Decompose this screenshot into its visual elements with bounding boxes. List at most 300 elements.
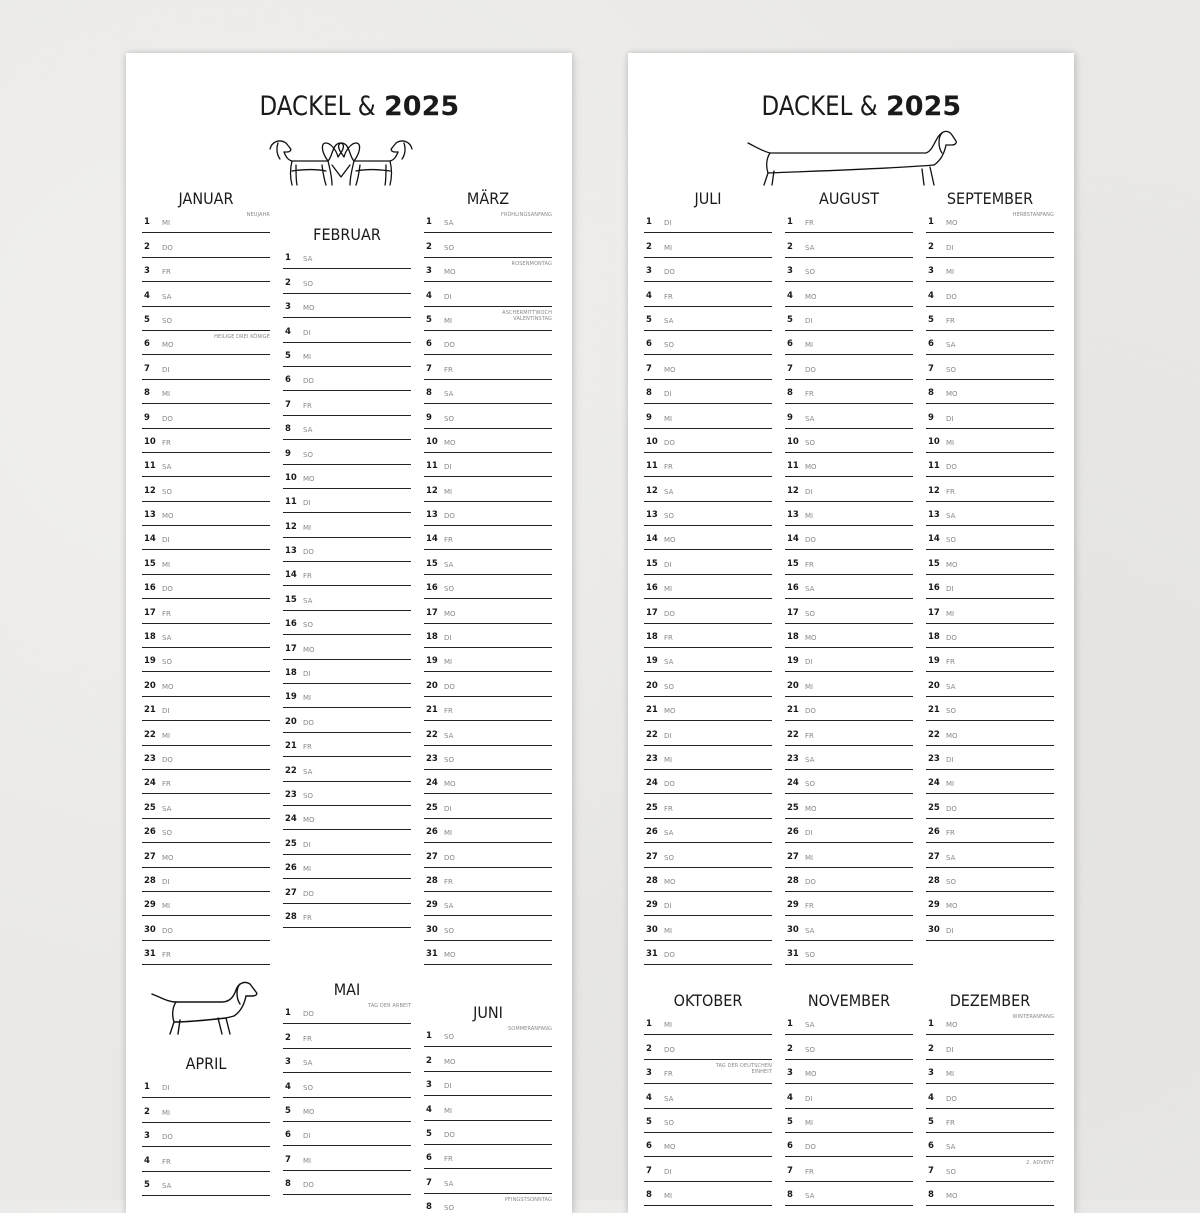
day-number: 2 <box>426 241 432 252</box>
month-mai <box>283 980 411 1195</box>
day-row <box>424 770 552 794</box>
day-row <box>785 697 913 721</box>
weekday: MI <box>162 390 171 399</box>
day-number: 8 <box>285 424 291 435</box>
day-row <box>424 429 552 453</box>
day-row <box>142 892 270 916</box>
day-row <box>926 355 1054 379</box>
month-name: APRIL <box>185 1054 227 1073</box>
weekday: MI <box>162 560 171 569</box>
day-number: 7 <box>787 1165 793 1176</box>
day-number: 22 <box>144 729 156 740</box>
weekday: FR <box>664 634 673 643</box>
two-dachshunds-heart-icon <box>266 135 416 197</box>
day-row <box>785 819 913 843</box>
weekday: DO <box>805 1143 816 1152</box>
day-row <box>424 380 552 404</box>
weekday: SA <box>664 316 674 325</box>
weekday: FR <box>303 913 312 922</box>
day-number: 2 <box>646 1043 652 1054</box>
day-row <box>785 380 913 404</box>
month-august <box>785 189 913 965</box>
weekday: SO <box>946 365 956 374</box>
weekday: MO <box>946 1192 958 1201</box>
day-number: 1 <box>144 1082 150 1093</box>
day-number: 8 <box>928 1190 934 1201</box>
day-row <box>785 502 913 526</box>
weekday: SO <box>303 450 313 459</box>
day-number: 26 <box>646 827 658 838</box>
day-row <box>644 1157 772 1181</box>
month-oktober <box>644 991 772 1206</box>
weekday: SO <box>162 316 172 325</box>
day-row <box>142 502 270 526</box>
day-number: 5 <box>285 350 291 361</box>
day-number: 10 <box>928 436 940 447</box>
day-number: 2 <box>646 241 652 252</box>
day-number: 10 <box>285 472 297 483</box>
day-number: 17 <box>285 643 297 654</box>
weekday: DI <box>444 634 452 643</box>
day-number: 28 <box>285 911 297 922</box>
day-row <box>424 599 552 623</box>
day-number: 6 <box>787 1141 793 1152</box>
day-number: 3 <box>646 1068 652 1079</box>
weekday: DI <box>664 390 672 399</box>
day-number: 16 <box>928 583 940 594</box>
day-row <box>142 258 270 282</box>
day-row <box>785 575 913 599</box>
weekday: DO <box>303 548 314 557</box>
day-number: 5 <box>144 1179 150 1190</box>
day-row <box>142 672 270 696</box>
day-row <box>424 453 552 477</box>
day-row <box>424 746 552 770</box>
day-row <box>283 733 411 757</box>
weekday: DI <box>444 463 452 472</box>
day-number: 18 <box>426 632 438 643</box>
weekday: FR <box>162 609 171 618</box>
day-row <box>424 1023 552 1047</box>
day-number: 18 <box>928 632 940 643</box>
weekday: DO <box>162 414 173 423</box>
weekday: FR <box>444 1155 453 1164</box>
day-number: 7 <box>144 363 150 374</box>
day-number: 11 <box>285 497 297 508</box>
weekday: MO <box>805 463 817 472</box>
day-number: 28 <box>426 875 438 886</box>
weekday: FR <box>946 1118 955 1127</box>
day-number: 24 <box>285 814 297 825</box>
weekday: DI <box>444 1082 452 1091</box>
weekday: DI <box>162 707 170 716</box>
weekday: MI <box>664 926 673 935</box>
day-row <box>424 868 552 892</box>
day-row <box>926 575 1054 599</box>
weekday: SA <box>664 1094 674 1103</box>
weekday: SO <box>946 877 956 886</box>
day-row <box>644 1060 772 1084</box>
weekday: SA <box>162 634 172 643</box>
day-row <box>424 1072 552 1096</box>
day-number: 13 <box>646 510 658 521</box>
day-row <box>785 941 913 965</box>
weekday: MO <box>946 219 958 228</box>
day-number: 13 <box>426 510 438 521</box>
day-row <box>283 855 411 879</box>
day-row <box>785 404 913 428</box>
day-number: 6 <box>928 1141 934 1152</box>
day-number: 28 <box>646 875 658 886</box>
day-number: 3 <box>426 1080 432 1091</box>
day-row <box>283 708 411 732</box>
day-number: 16 <box>426 583 438 594</box>
weekday: MI <box>303 865 312 874</box>
day-row <box>644 770 772 794</box>
weekday: MI <box>946 1070 955 1079</box>
day-row <box>283 782 411 806</box>
day-number: 27 <box>928 851 940 862</box>
day-row <box>644 721 772 745</box>
sheet-title <box>628 91 1074 122</box>
day-number: 19 <box>426 656 438 667</box>
weekday: SA <box>805 585 815 594</box>
weekday: MI <box>946 438 955 447</box>
day-number: 25 <box>787 802 799 813</box>
day-row <box>283 757 411 781</box>
day-row <box>283 1073 411 1097</box>
weekday: MO <box>444 780 456 789</box>
weekday: MI <box>444 1106 453 1115</box>
weekday: DO <box>444 682 455 691</box>
day-number: 11 <box>787 461 799 472</box>
weekday: MO <box>946 902 958 911</box>
day-number: 12 <box>646 485 658 496</box>
weekday: SA <box>946 682 956 691</box>
day-number: 23 <box>787 753 799 764</box>
day-number: 1 <box>426 1031 432 1042</box>
day-row <box>644 331 772 355</box>
weekday: SA <box>805 926 815 935</box>
day-number: 25 <box>426 802 438 813</box>
day-number: 23 <box>426 753 438 764</box>
weekday: SO <box>805 1045 815 1054</box>
day-number: 2 <box>285 1032 291 1043</box>
weekday: DI <box>805 658 813 667</box>
weekday: MO <box>303 474 315 483</box>
day-row <box>785 746 913 770</box>
weekday: DI <box>664 560 672 569</box>
day-row <box>926 697 1054 721</box>
weekday: DO <box>162 1133 173 1142</box>
weekday: DI <box>444 804 452 813</box>
day-number: 16 <box>285 619 297 630</box>
day-row <box>424 794 552 818</box>
weekday: MO <box>805 292 817 301</box>
weekday: DO <box>162 755 173 764</box>
weekday: DI <box>162 877 170 886</box>
day-row <box>785 1109 913 1133</box>
day-number: 26 <box>144 827 156 838</box>
day-row <box>644 892 772 916</box>
weekday: DO <box>444 341 455 350</box>
day-number: 1 <box>787 217 793 228</box>
day-number: 3 <box>144 266 150 277</box>
weekday: FR <box>303 743 312 752</box>
day-row <box>644 1084 772 1108</box>
day-number: 29 <box>426 900 438 911</box>
day-row <box>424 624 552 648</box>
weekday: FR <box>444 365 453 374</box>
day-row <box>142 819 270 843</box>
day-row <box>785 648 913 672</box>
day-row <box>644 1133 772 1157</box>
day-number: 21 <box>144 705 156 716</box>
day-row <box>644 868 772 892</box>
month-dezember <box>926 991 1054 1206</box>
weekday: DO <box>805 707 816 716</box>
day-row <box>424 648 552 672</box>
day-row <box>644 941 772 965</box>
title-year: 2025 <box>886 91 962 122</box>
weekday: SO <box>805 609 815 618</box>
day-number: 1 <box>426 217 432 228</box>
day-row <box>142 233 270 257</box>
day-row <box>644 648 772 672</box>
weekday: MI <box>805 512 814 521</box>
weekday: DO <box>303 1010 314 1019</box>
day-number: 29 <box>787 900 799 911</box>
weekday: DI <box>303 1132 311 1141</box>
weekday: FR <box>303 1034 312 1043</box>
day-row <box>424 282 552 306</box>
day-number: 9 <box>426 412 432 423</box>
day-row <box>424 1194 552 1213</box>
weekday: MI <box>946 609 955 618</box>
day-row <box>644 307 772 331</box>
month-name: SEPTEMBER <box>946 189 1034 208</box>
weekday: MI <box>946 780 955 789</box>
day-number: 22 <box>426 729 438 740</box>
day-row <box>283 367 411 391</box>
weekday: DO <box>664 780 675 789</box>
day-row <box>785 1060 913 1084</box>
day-row <box>644 477 772 501</box>
day-number: 28 <box>144 875 156 886</box>
day-row <box>926 258 1054 282</box>
day-number: 20 <box>646 680 658 691</box>
day-number: 4 <box>285 326 291 337</box>
weekday: SO <box>664 341 674 350</box>
day-number: 4 <box>426 1104 432 1115</box>
weekday: DO <box>303 377 314 386</box>
day-number: 26 <box>787 827 799 838</box>
day-row <box>283 416 411 440</box>
month-name: AUGUST <box>818 189 880 208</box>
day-row <box>283 684 411 708</box>
day-row <box>142 575 270 599</box>
day-row <box>785 526 913 550</box>
day-number: 1 <box>646 217 652 228</box>
day-row <box>142 209 270 233</box>
day-row <box>926 477 1054 501</box>
day-row <box>785 770 913 794</box>
day-row <box>926 916 1054 940</box>
day-row <box>283 489 411 513</box>
weekday: FR <box>946 829 955 838</box>
weekday: MI <box>664 585 673 594</box>
day-number: 6 <box>646 339 652 350</box>
day-row <box>644 550 772 574</box>
weekday: DO <box>805 877 816 886</box>
day-number: 9 <box>646 412 652 423</box>
weekday: DO <box>162 243 173 252</box>
weekday: SO <box>444 1033 454 1042</box>
day-number: 22 <box>646 729 658 740</box>
weekday: DO <box>946 804 957 813</box>
day-number: 25 <box>285 838 297 849</box>
holiday-note: ROSENMONTAG <box>511 260 552 267</box>
weekday: SO <box>303 279 313 288</box>
day-row <box>283 586 411 610</box>
day-number: 8 <box>144 388 150 399</box>
weekday: DI <box>805 487 813 496</box>
day-row <box>424 672 552 696</box>
day-row <box>142 746 270 770</box>
weekday: DO <box>444 1130 455 1139</box>
day-row <box>785 843 913 867</box>
weekday: SO <box>805 438 815 447</box>
day-row <box>644 819 772 843</box>
day-number: 1 <box>144 217 150 228</box>
day-row <box>283 1146 411 1170</box>
day-row <box>424 1047 552 1071</box>
weekday: MO <box>303 645 315 654</box>
weekday: MO <box>664 365 676 374</box>
day-number: 17 <box>646 607 658 618</box>
day-row <box>644 404 772 428</box>
day-row <box>424 1169 552 1193</box>
weekday: FR <box>664 463 673 472</box>
weekday: SO <box>444 1204 454 1213</box>
day-row <box>424 477 552 501</box>
day-number: 15 <box>285 594 297 605</box>
weekday: DO <box>664 951 675 960</box>
day-number: 24 <box>144 778 156 789</box>
day-number: 23 <box>646 753 658 764</box>
day-number: 6 <box>426 339 432 350</box>
day-number: 3 <box>426 266 432 277</box>
day-number: 7 <box>646 363 652 374</box>
weekday: DI <box>303 670 311 679</box>
day-row <box>142 550 270 574</box>
day-number: 14 <box>928 534 940 545</box>
day-number: 14 <box>285 570 297 581</box>
day-row <box>926 672 1054 696</box>
weekday: MI <box>946 268 955 277</box>
day-number: 18 <box>144 632 156 643</box>
day-number: 8 <box>646 388 652 399</box>
weekday: SA <box>444 1179 454 1188</box>
weekday: FR <box>946 658 955 667</box>
weekday: SA <box>805 755 815 764</box>
day-row <box>424 233 552 257</box>
day-number: 3 <box>787 266 793 277</box>
weekday: SO <box>162 658 172 667</box>
day-row <box>644 1182 772 1206</box>
day-row <box>926 868 1054 892</box>
weekday: MO <box>162 341 174 350</box>
day-row <box>644 355 772 379</box>
day-number: 31 <box>787 949 799 960</box>
day-row <box>785 477 913 501</box>
day-row <box>142 282 270 306</box>
month-februar <box>283 225 411 928</box>
holiday-note: NEUJAHR <box>246 212 270 218</box>
day-number: 24 <box>928 778 940 789</box>
day-row <box>424 526 552 550</box>
day-row <box>142 1098 270 1122</box>
day-number: 3 <box>285 302 291 313</box>
day-row <box>926 1084 1054 1108</box>
weekday: SA <box>303 767 313 776</box>
day-row <box>424 550 552 574</box>
day-row <box>926 721 1054 745</box>
day-row <box>644 429 772 453</box>
holiday-note: WINTERANFANG <box>1012 1014 1054 1020</box>
title-year: 2025 <box>384 91 460 122</box>
day-number: 15 <box>787 558 799 569</box>
day-number: 2 <box>787 241 793 252</box>
weekday: DI <box>303 499 311 508</box>
month-juni <box>424 1003 552 1213</box>
weekday: FR <box>162 951 171 960</box>
day-number: 11 <box>646 461 658 472</box>
day-number: 4 <box>787 290 793 301</box>
day-row <box>785 331 913 355</box>
day-number: 16 <box>646 583 658 594</box>
weekday: DO <box>664 268 675 277</box>
day-number: 21 <box>646 705 658 716</box>
day-number: 2 <box>144 1106 150 1117</box>
day-number: 21 <box>285 741 297 752</box>
weekday: MI <box>162 219 171 228</box>
day-number: 7 <box>426 363 432 374</box>
day-row <box>926 746 1054 770</box>
day-row <box>644 794 772 818</box>
day-row <box>142 697 270 721</box>
weekday: DI <box>444 292 452 301</box>
month-name: JANUAR <box>178 189 234 208</box>
day-number: 25 <box>646 802 658 813</box>
day-row <box>283 1171 411 1195</box>
weekday: MI <box>162 1108 171 1117</box>
day-row <box>644 233 772 257</box>
weekday: SA <box>946 341 956 350</box>
long-dachshund-icon <box>746 125 958 189</box>
weekday: MO <box>805 634 817 643</box>
weekday: SO <box>444 414 454 423</box>
month-juli <box>644 189 772 965</box>
day-number: 4 <box>928 290 934 301</box>
day-number: 3 <box>646 266 652 277</box>
weekday: DO <box>805 365 816 374</box>
holiday-note: HERBSTANFANG <box>1012 212 1054 218</box>
day-row <box>424 404 552 428</box>
weekday: FR <box>444 877 453 886</box>
day-row <box>142 331 270 355</box>
day-row <box>142 868 270 892</box>
